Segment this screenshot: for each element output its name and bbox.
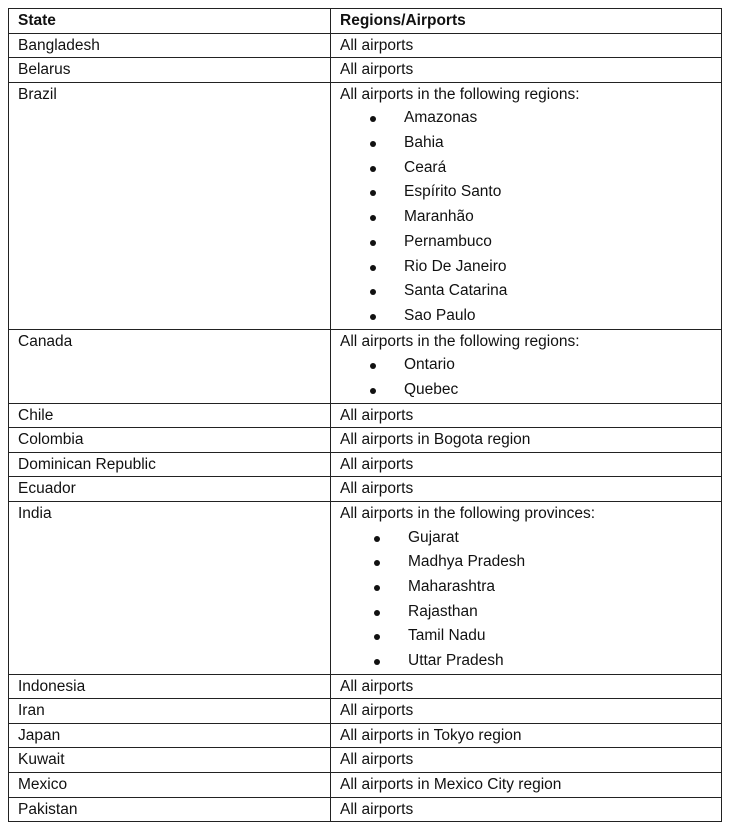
table-row: [9, 501, 722, 674]
list-item: [370, 378, 712, 403]
list-item: [370, 205, 712, 230]
state-cell: India: [9, 501, 331, 674]
list-item-label: Sao Paulo: [404, 306, 476, 324]
table-row: [9, 428, 722, 453]
list-item-label: Uttar Pradesh: [408, 651, 504, 669]
regions-cell: All airports: [331, 477, 722, 502]
bullet-icon: [370, 289, 376, 295]
bullet-icon: [374, 634, 380, 640]
list-item: [370, 180, 712, 205]
list-item-label: Bahia: [404, 134, 444, 152]
list-item: [370, 106, 712, 131]
bullet-icon: [370, 314, 376, 320]
state-cell: Kuwait: [9, 748, 331, 773]
list-item-label: Maranhão: [404, 208, 474, 226]
list-item-label: Amazonas: [404, 109, 478, 127]
bullet-icon: [370, 190, 376, 196]
state-cell: Pakistan: [9, 797, 331, 822]
regions-cell: All airports in Bogota region: [331, 428, 722, 453]
list-item: [370, 526, 712, 551]
list-item: [370, 230, 712, 255]
regions-intro: All airports in the following regions:: [340, 332, 580, 350]
list-item: [370, 624, 712, 649]
region-list: [340, 526, 712, 674]
region-list: [340, 353, 712, 402]
table-row: [9, 403, 722, 428]
table-row: [9, 723, 722, 748]
list-item-label: Madhya Pradesh: [408, 553, 526, 571]
list-item: [370, 255, 712, 280]
region-list: [340, 106, 712, 328]
regions-cell: All airports in Mexico City region: [331, 773, 722, 798]
header-row: [9, 9, 722, 34]
list-item-label: Santa Catarina: [404, 282, 508, 300]
table-header: [9, 9, 722, 34]
list-item: [370, 131, 712, 156]
state-cell: Colombia: [9, 428, 331, 453]
regions-intro: All airports in the following regions:: [340, 85, 580, 103]
table-row: [9, 748, 722, 773]
regions-intro: All airports in the following provinces:: [340, 504, 596, 522]
regions-cell: All airports: [331, 674, 722, 699]
bullet-icon: [370, 388, 376, 394]
bullet-icon: [370, 141, 376, 147]
state-cell: Japan: [9, 723, 331, 748]
regions-cell: All airports: [331, 699, 722, 724]
table-row: [9, 329, 722, 403]
list-item: [370, 649, 712, 674]
restrictions-table: [8, 8, 722, 822]
list-item: [370, 575, 712, 600]
regions-cell: [331, 82, 722, 329]
header-regions: Regions/Airports: [331, 9, 722, 34]
regions-cell: All airports: [331, 58, 722, 83]
bullet-icon: [370, 166, 376, 172]
state-cell: Mexico: [9, 773, 331, 798]
bullet-icon: [370, 240, 376, 246]
list-item: [370, 550, 712, 575]
regions-cell: All airports: [331, 797, 722, 822]
regions-cell: [331, 329, 722, 403]
list-item: [370, 156, 712, 181]
list-item: [370, 600, 712, 625]
regions-cell: All airports: [331, 452, 722, 477]
state-cell: Canada: [9, 329, 331, 403]
table-row: [9, 58, 722, 83]
regions-cell: [331, 501, 722, 674]
state-cell: Iran: [9, 699, 331, 724]
state-cell: Belarus: [9, 58, 331, 83]
header-state: State: [9, 9, 331, 34]
state-cell: Indonesia: [9, 674, 331, 699]
state-cell: Bangladesh: [9, 33, 331, 58]
list-item-label: Gujarat: [408, 528, 459, 546]
bullet-icon: [374, 560, 380, 566]
bullet-icon: [374, 585, 380, 591]
bullet-icon: [374, 610, 380, 616]
list-item-label: Quebec: [404, 380, 459, 398]
bullet-icon: [374, 536, 380, 542]
table-row: [9, 773, 722, 798]
regions-cell: All airports: [331, 748, 722, 773]
state-cell: Dominican Republic: [9, 452, 331, 477]
table-row: [9, 797, 722, 822]
regions-cell: All airports in Tokyo region: [331, 723, 722, 748]
table-body: [9, 33, 722, 822]
bullet-icon: [370, 265, 376, 271]
bullet-icon: [370, 116, 376, 122]
table-row: [9, 699, 722, 724]
state-cell: Brazil: [9, 82, 331, 329]
regions-cell: All airports: [331, 403, 722, 428]
table-row: [9, 82, 722, 329]
bullet-icon: [374, 659, 380, 665]
list-item-label: Maharashtra: [408, 577, 496, 595]
list-item: [370, 304, 712, 329]
list-item-label: Espírito Santo: [404, 183, 502, 201]
list-item: [370, 279, 712, 304]
state-cell: Chile: [9, 403, 331, 428]
table-row: [9, 477, 722, 502]
list-item-label: Rio De Janeiro: [404, 257, 507, 275]
list-item-label: Ceará: [404, 158, 447, 176]
regions-cell: All airports: [331, 33, 722, 58]
list-item-label: Tamil Nadu: [408, 627, 486, 645]
list-item: [370, 353, 712, 378]
table-row: [9, 452, 722, 477]
list-item-label: Rajasthan: [408, 602, 478, 620]
bullet-icon: [370, 363, 376, 369]
state-cell: Ecuador: [9, 477, 331, 502]
list-item-label: Pernambuco: [404, 232, 492, 250]
table-row: [9, 33, 722, 58]
list-item-label: Ontario: [404, 356, 455, 374]
bullet-icon: [370, 215, 376, 221]
table-row: [9, 674, 722, 699]
